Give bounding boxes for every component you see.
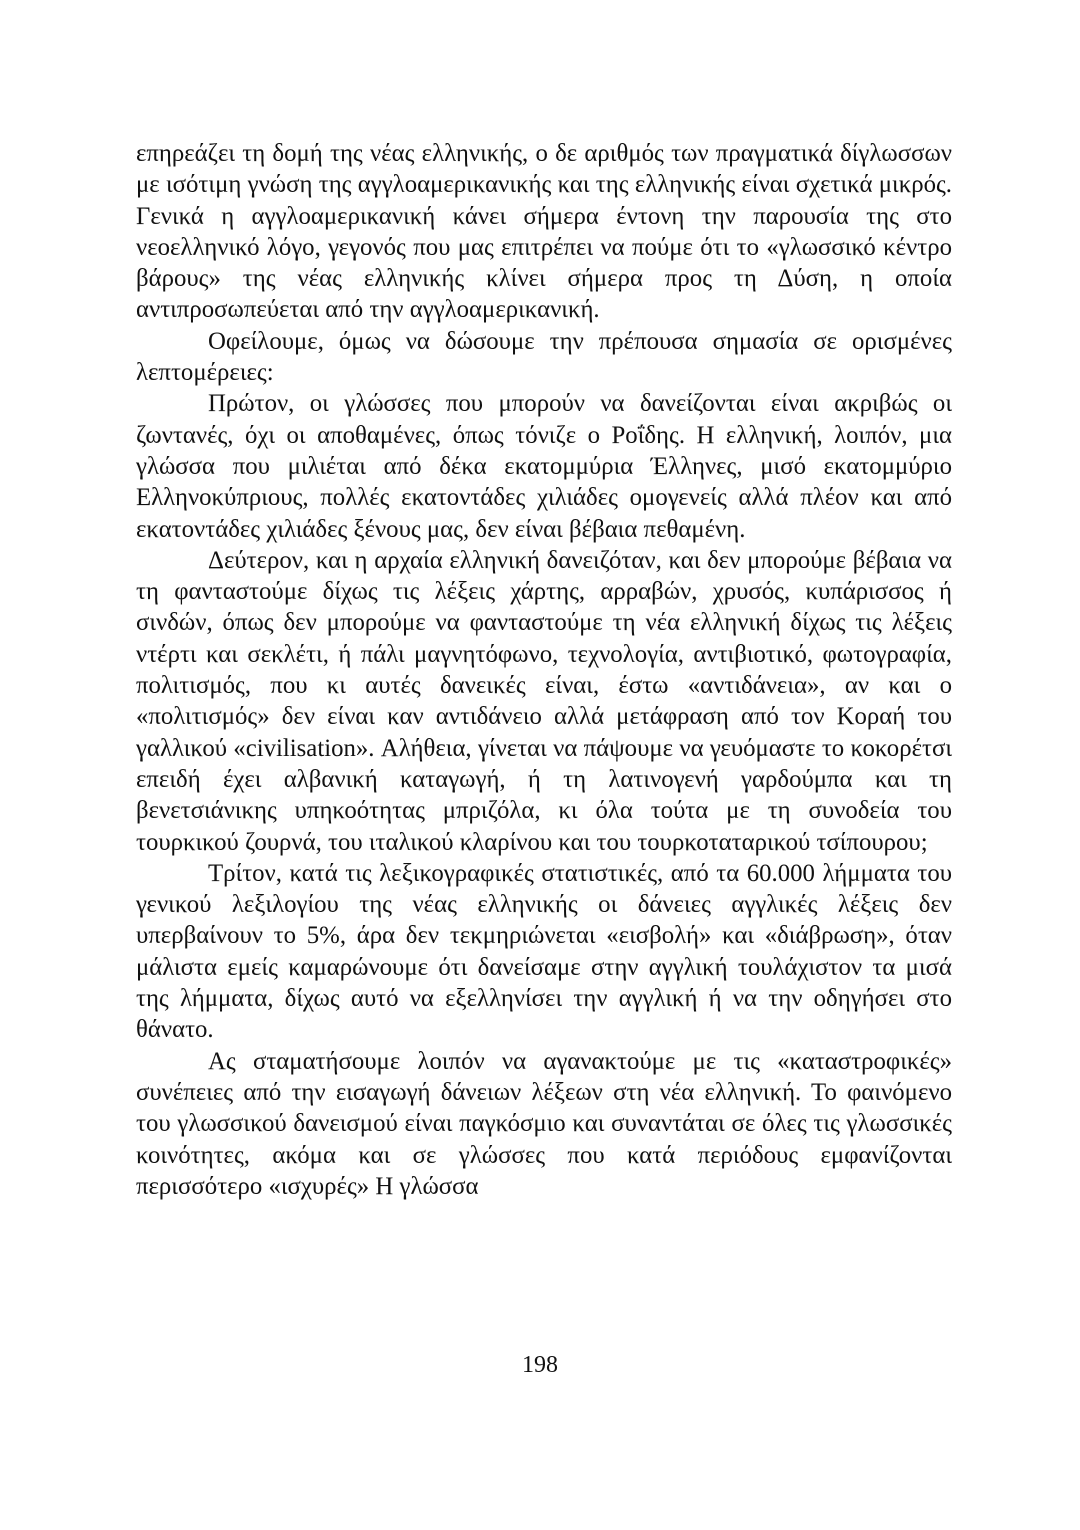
paragraph-3: Πρώτον, οι γλώσσες που μπορούν να δανείζονται είναι ακριβώς οι ζωντανές, όχι οι αποθαμένες, όπως τόνιζε ο Ροΐδης. Η ελληνική, λοιπόν, μια γλώσσα που μιλιέται από δέκα εκατομμύρια Έλληνες, μισό εκατομμύριο Ελληνοκύπριους, πολλές εκατοντάδες χιλιάδες ομογενείς αλλά πλέον και από εκατοντάδες χιλιάδες ξένους μας, δεν είναι βέβαια πεθαμένη. [136,390,952,543]
paragraph-2: Οφείλουμε, όμως να δώσουμε την πρέπουσα σημασία σε ορισμένες λεπτομέρειες: [136,327,952,387]
paragraph-4: Δεύτερον, και η αρχαία ελληνική δανειζόταν, και δεν μπορούμε βέβαια να τη φανταστούμε δίχως τις λέξεις χάρτης, αρραβών, χρυσός, κυπάρισσος ή σινδών, όπως δεν μπορούμε να φανταστούμε τη νέα ελληνική δίχως τις λέξεις ντέρτι και σεκλέτι, ή πάλι μαγνητόφωνο, τεχνολογία, αντιβιοτικό, φωτογραφία, πολιτισμός, που κι αυτές δανεικές είναι, έστω «αντιδάνεια», αν και ο «πολιτισμός» δεν είναι καν αντιδάνειο αλλά μετάφραση από τον Κοραή του γαλλικού «civilisation». Αλήθεια, γίνεται να πάψουμε να γευόμαστε το κοκορέτσι επειδή έχει αλβανική καταγωγή, ή τη λατινογενή γαρδούμπα και τη βενετσιάνικης υπηκοότητας μπριζόλα, κι όλα τούτα με τη συνοδεία του τουρκικού ζουρνά, του ιταλικού κλαρίνου και του τουρκοταταρικού τσίπουρου; [136,546,952,856]
paragraph-1: επηρεάζει τη δομή της νέας ελληνικής, ο δε αριθμός των πραγματικά δίγλωσσων με ισότιμη γνώση της αγγλοαμερικανικής και της ελληνικής είναι σχετικά μικρός. Γενικά η αγγλοαμερικανική κάνει σήμερα έντονη την παρουσία της στο νεοελληνικό λόγο, γεγονός που μας επιτρέπει να πούμε ότι το «γλωσσικό κέντρο βάρους» της νέας ελληνικής κλίνει σήμερα προς τη Δύση, η οποία αντιπροσωπεύεται από την αγγλοαμερικανική. [136,140,952,324]
page-number: 198 [522,1352,558,1378]
page-body [136,138,952,1202]
paragraph-6: Ας σταματήσουμε λοιπόν να αγανακτούμε με τις «καταστροφικές» συνέπειες από την εισαγωγή δάνειων λέξεων στη νέα ελληνική. Το φαινόμενο του γλωσσικού δανεισμού είναι παγκόσμιο και συναντάται σε όλες τις γλωσσικές κοινότητες, ακόμα και σε γλώσσες που κατά περιόδους εμφανίζονται περισσότερο «ισχυρές» Η γλώσσα [136,1047,952,1200]
paragraph-5: Τρίτον, κατά τις λεξικογραφικές στατιστικές, από τα 60.000 λήμματα του γενικού λεξιλογίου της νέας ελληνικής οι δάνειες αγγλικές λέξεις δεν υπερβαίνουν το 5%, άρα δεν τεκμηριώνεται «εισβολή» και «διάβρωση», όταν μάλιστα εμείς καμαρώνουμε ότι δανείσαμε στην αγγλική τουλάχιστον τα μισά της λήμματα, δίχως αυτό να εξελληνίσει την αγγλική ή να την οδηγήσει στο θάνατο. [136,859,952,1044]
